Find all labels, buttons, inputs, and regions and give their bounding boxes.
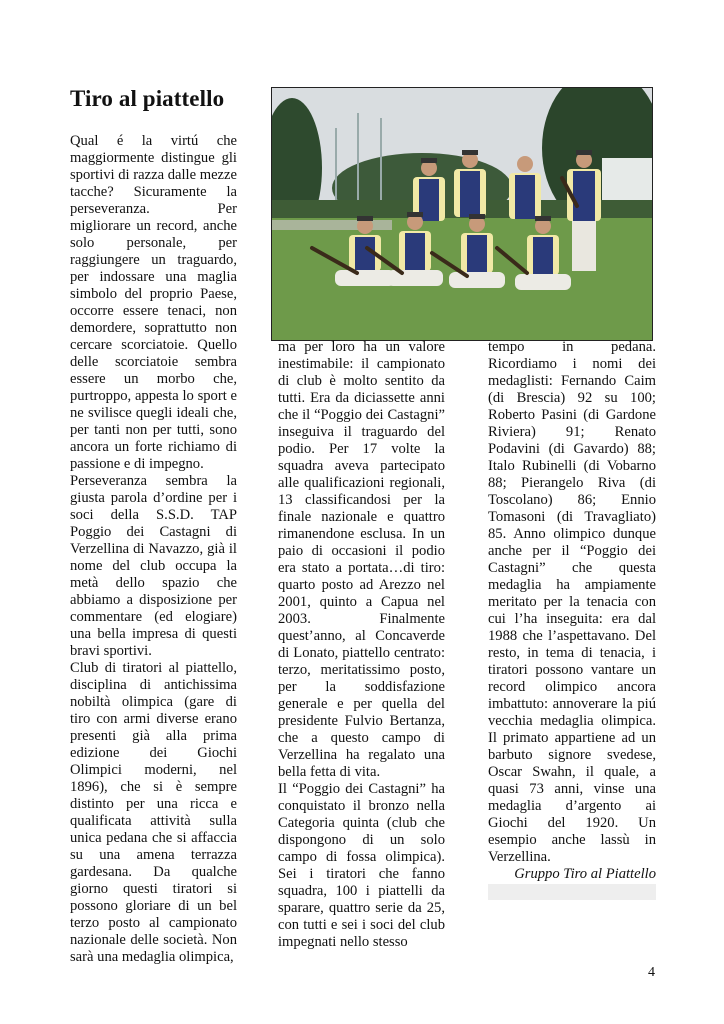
article-signature: Gruppo Tiro al Piattello <box>514 866 656 882</box>
photo-path <box>272 220 392 230</box>
signature-shading <box>488 884 656 900</box>
column-1 <box>70 133 237 966</box>
photo-pole <box>357 113 359 208</box>
photo-pole <box>380 118 382 208</box>
team-photo <box>271 87 653 341</box>
photo-pole <box>335 128 337 208</box>
paragraph: tempo in pedana. Ricordiamo i nomi dei medaglisti: Fernando Caim (di Brescia) 92 su 100; Roberto Pasini (di Gardone Riviera) 91; Renato Podavini (di Gavardo) 88; Italo Rubinelli (di Vobarno 88; Pierangelo Riva (di Toscolano) 86; Ennio Tomasoni (di Travagliato) 85. Anno olimpico dunque anche per il “Poggio dei Castagni” che questa medaglia ha ampiamente meritato per la tenacia con cui l’ha inseguita: era dal 1988 che l’aspettavano. Del resto, in tema di tenacia, i tiratori possono vantare un record olimpico ancora imbattuto: annoverare la piú vecchia medaglia olimpica. Il primato appartiene ad un barbuto signore svedese, Oscar Swahn, il quale, a quasi 73 anni, vinse una medaglia d’argento ai Giochi del 1920. Un esempio anche lassù in Verzellina. <box>488 339 656 865</box>
paragraph: Qual é la virtú che maggiormente distingue gli sportivi di razza dalle mezze tacche? Sicuramente la perseveranza. Per migliorare un record, anche solo personale, per raggiungere un traguardo, per indossare una maglia simbolo del proprio Paese, occorre essere tenaci, non demordere, soprattutto non cercare scorciatoie. Quello delle scorciatoie sembra essere un morbo che, purtroppo, appesta lo sport e ne svilisce quegli ideali che, per tanti non per tutti, sono ancora un forte richiamo di passione e di impegno. <box>70 133 237 472</box>
paragraph: Perseveranza sembra la giusta parola d’ordine per i soci della S.S.D. TAP Poggio dei Castagni di Verzellina di Navazzo, già il nome del club occupa la metà dello spazio che abbiamo a disposizione per commentare (ed elogiare) una bella impresa di questi bravi sportivi. <box>70 473 237 659</box>
article-title: Tiro al piattello <box>70 86 225 111</box>
paragraph: ma per loro ha un valore inestimabile: il campionato di club è molto sentito da tutti. Era da diciassette anni che il “Poggio dei Castagni” inseguiva il traguardo del podio. Per 17 volte la squadra aveva partecipato alle qualificazioni regionali, 13 classificandosi per la finale nazionale e quattro rimanendone esclusa. In un paio di occasioni il podio era stato a portata…di tiro: quarto posto ad Arezzo nel 2001, quinto a Capua nel 2003. Finalmente quest’anno, al Concaverde di Lonato, piattello centrato: terzo, meritatissimo posto, per la soddisfazione generale e per quella del presidente Fulvio Bertanza, che a questo campo di Verzellina ha regalato una bella fetta di vita. <box>278 339 445 780</box>
team-photo-illustration <box>272 88 652 340</box>
column-2 <box>278 339 445 951</box>
photo-building <box>602 158 652 203</box>
paragraph: Il “Poggio dei Castagni” ha conquistato il bronzo nella Categoria quinta (club che dispongono di un solo campo di fossa olimpica). Sei i tiratori che fanno squadra, 100 i piattelli da sparare, quattro serie da 25, con tutti e sei i soci del club impegnati nello stesso <box>278 781 445 950</box>
paragraph: Club di tiratori al piattello, disciplina di antichissima nobiltà olimpica (gare di tiro con armi diverse erano presenti già alla prima edizione dei Giochi Olimpici moderni, nel 1896), che si è sempre distinto per una ricca e qualificata attività sulla unica pedana che si affaccia su una amena terrazza gardesana. Da qualche giorno questi tiratori si possono gloriare di un bel terzo posto al campionato nazionale delle società. Non sarà una medaglia olimpica, <box>70 660 237 965</box>
column-3 <box>488 339 656 900</box>
page-number: 4 <box>648 965 655 980</box>
